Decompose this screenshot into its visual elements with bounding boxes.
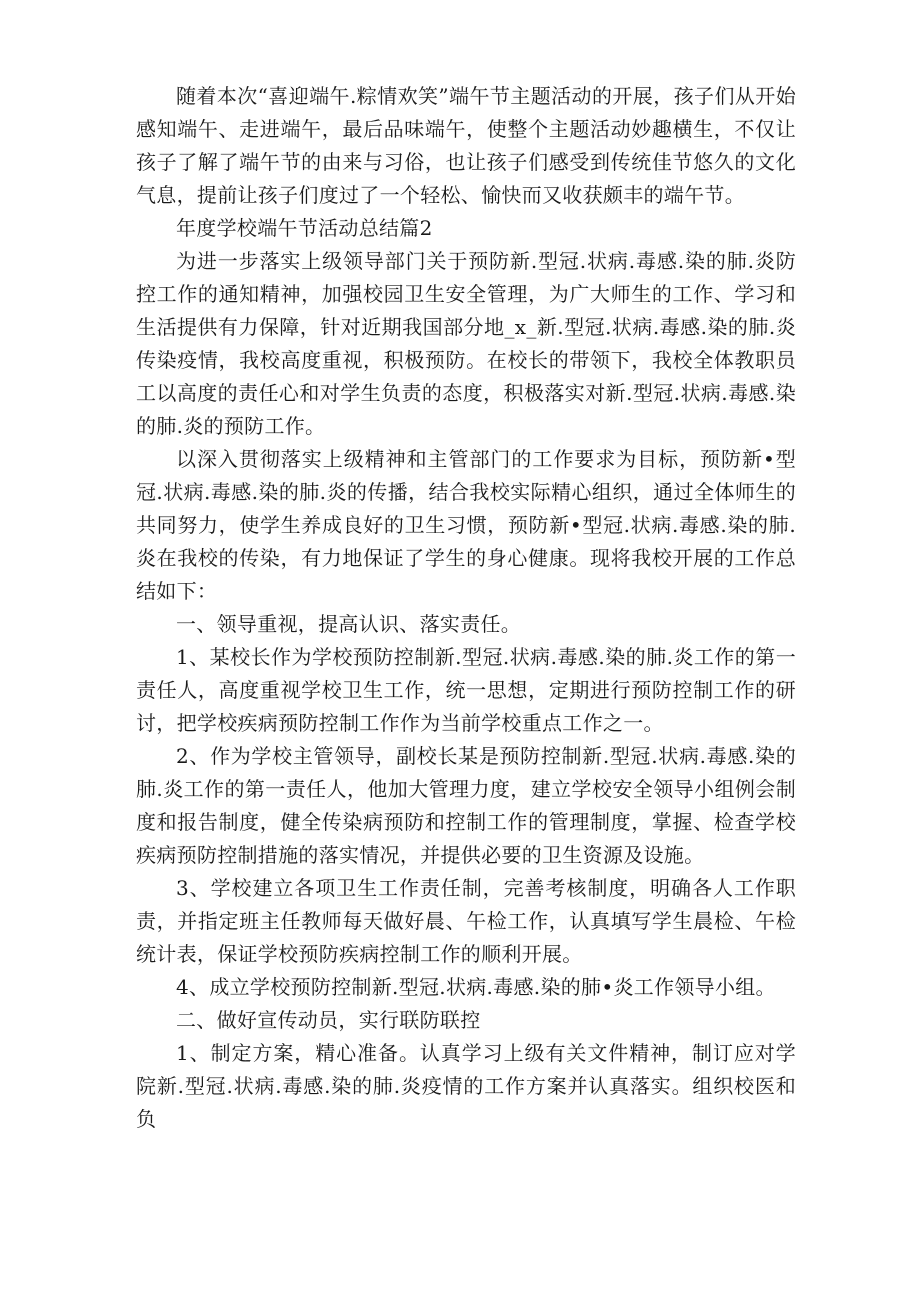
heading-publicity: 二、做好宣传动员，实行联防联控 <box>176 1008 481 1032</box>
paragraph-intro-summary: 随着本次“喜迎端午.粽情欢笑”端午节主题活动的开展，孩子们从开始感知端午、走进端午，最后品味端午，使整个主题活动妙趣横生，不仅让孩子了解了端午节的由来与习俗，也让孩子们感受到传统佳节悠久的文化气息，提前让孩子们度过了一个轻松、愉快而又收获颇丰的端午节。 <box>136 84 796 207</box>
paragraph-item-4: 4、成立学校预防控制新.型冠.状病.毒感.染的肺•炎工作领导小组。 <box>176 975 776 999</box>
paragraph-background: 为进一步落实上级领导部门关于预防新.型冠.状病.毒感.染的肺.炎防控工作的通知精神，加强校园卫生安全管理，为广大师生的工作、学习和生活提供有力保障，针对近期我国部分地_x_新.型冠.状病.毒感.染的肺.炎传染疫情，我校高度重视，积极预防。在校长的带领下，我校全体教职员工以高度的责任心和对学生负责的态度，积极落实对新.型冠.状病.毒感.染的肺.炎的预防工作。 <box>136 249 796 438</box>
document-body <box>136 80 796 1136</box>
paragraph-item-3: 3、学校建立各项卫生工作责任制，完善考核制度，明确各人工作职责，并指定班主任教师每天做好晨、午检工作，认真填写学生晨检、午检统计表，保证学校预防疾病控制工作的顺利开展。 <box>136 876 796 966</box>
paragraph-item-1: 1、某校长作为学校预防控制新.型冠.状病.毒感.染的肺.炎工作的第一责任人，高度重视学校卫生工作，统一思想，定期进行预防控制工作的研讨，把学校疾病预防控制工作作为当前学校重点工作之一。 <box>136 645 796 735</box>
paragraph-item-2: 2、作为学校主管领导，副校长某是预防控制新.型冠.状病.毒感.染的肺.炎工作的第一责任人，他加大管理力度，建立学校安全领导小组例会制度和报告制度，健全传染病预防和控制工作的管理制度，掌握、检查学校疾病预防控制措施的落实情况，并提供必要的卫生资源及设施。 <box>136 744 796 867</box>
paragraph-plan: 1、制定方案，精心准备。认真学习上级有关文件精神，制订应对学院新.型冠.状病.毒感.染的肺.炎疫情的工作方案并认真落实。组织校医和负 <box>136 1041 796 1131</box>
section-heading-part-2: 年度学校端午节活动总结篇2 <box>176 216 433 240</box>
heading-leadership: 一、领导重视，提高认识、落实责任。 <box>176 612 522 636</box>
paragraph-goals: 以深入贯彻落实上级精神和主管部门的工作要求为目标，预防新•型冠.状病.毒感.染的肺.炎的传播，结合我校实际精心组织，通过全体师生的共同努力，使学生养成良好的卫生习惯，预防新•型冠.状病.毒感.染的肺.炎在我校的传染，有力地保证了学生的身心健康。现将我校开展的工作总结如下： <box>136 447 796 603</box>
